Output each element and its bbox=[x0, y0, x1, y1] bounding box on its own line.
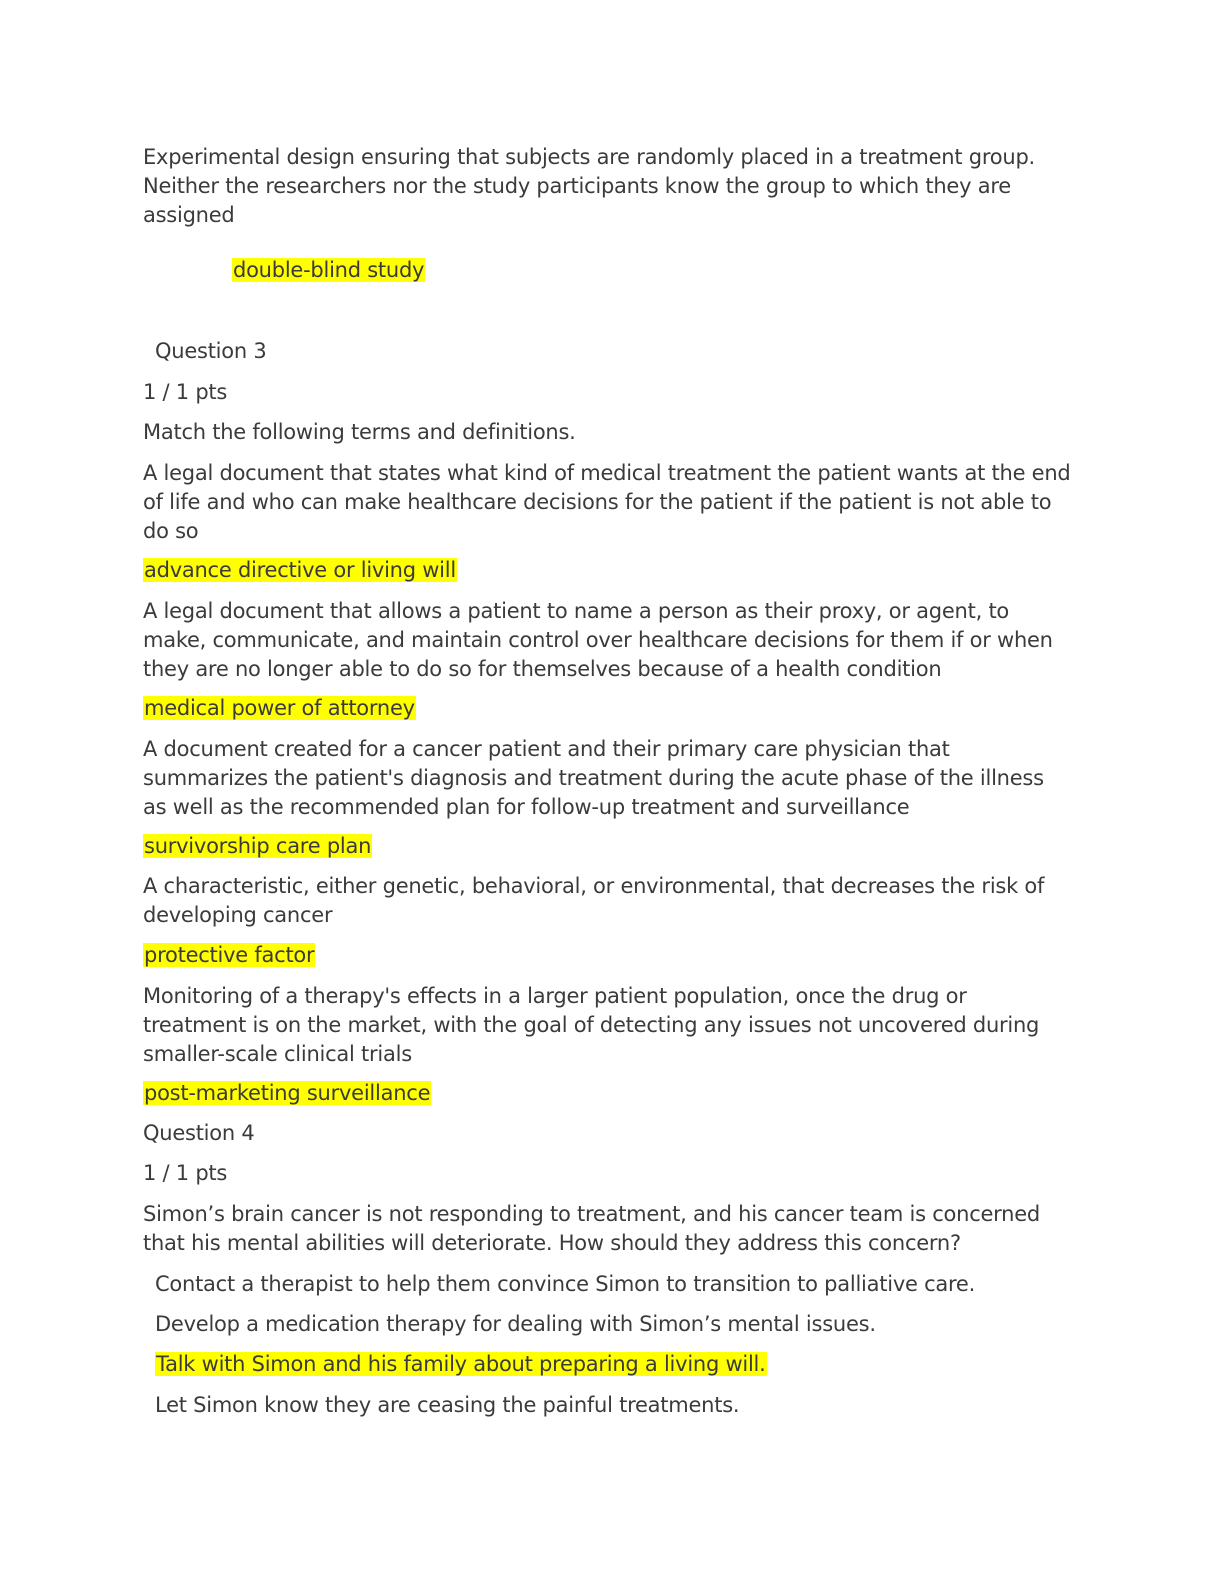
q3-definition-3: A document created for a cancer patient and their primary care physician that summarizes the patient's diagnosis and treatment during the acute phase of the illness as well as the recommended plan for follow-up treatment and surveillance bbox=[143, 737, 1044, 819]
q2-answer-highlight: double-blind study bbox=[233, 258, 425, 282]
q3-answer-5 bbox=[143, 1079, 1073, 1108]
q3-definition-5: Monitoring of a therapy's effects in a larger patient population, once the drug or treatment is on the market, with the goal of detecting any issues not uncovered during smaller-scale clinical trials bbox=[143, 984, 1040, 1066]
q4-title: Question 4 bbox=[143, 1121, 255, 1145]
q3-title: Question 3 bbox=[155, 339, 267, 363]
q4-prompt: Simon’s brain cancer is not responding to treatment, and his cancer team is concerned that his mental abilities will deteriorate. How should they address this concern? bbox=[143, 1202, 1040, 1255]
q3-answer-1 bbox=[143, 556, 1073, 585]
q3-answer-3-highlight: survivorship care plan bbox=[144, 834, 372, 858]
q3-answer-2-highlight: medical power of attorney bbox=[144, 696, 415, 720]
q3-answer-5-highlight: post-marketing surveillance bbox=[144, 1081, 431, 1105]
q3-answer-4 bbox=[143, 941, 1073, 970]
q3-definition-1: A legal document that states what kind of medical treatment the patient wants at the end of life and who can make healthcare decisions for the patient if the patient is not able to do so bbox=[143, 461, 1071, 543]
q4-option-3-highlight: Talk with Simon and his family about preparing a living will. bbox=[156, 1352, 766, 1376]
q2-definition: Experimental design ensuring that subjects are randomly placed in a treatment group. Neither the researchers nor the study participants know the group to which they are assigned bbox=[143, 145, 1035, 227]
q3-prompt: Match the following terms and definitions. bbox=[143, 420, 576, 444]
q4-option-1[interactable]: Contact a therapist to help them convince Simon to transition to palliative care. bbox=[155, 1272, 976, 1296]
q4-option-3[interactable] bbox=[155, 1350, 767, 1379]
q4-option-2[interactable]: Develop a medication therapy for dealing with Simon’s mental issues. bbox=[155, 1312, 876, 1336]
q3-definition-4: A characteristic, either genetic, behavioral, or environmental, that decreases the risk of developing cancer bbox=[143, 874, 1045, 927]
q4-option-4[interactable]: Let Simon know they are ceasing the painful treatments. bbox=[155, 1393, 740, 1417]
q3-answer-2 bbox=[143, 694, 1073, 723]
q3-answer-1-highlight: advance directive or living will bbox=[144, 558, 456, 582]
q3-definition-2: A legal document that allows a patient to name a person as their proxy, or agent, to make, communicate, and maintain control over healthcare decisions for them if or when they are no longer able to do so for themselves because of a health condition bbox=[143, 599, 1053, 681]
q3-answer-3 bbox=[143, 832, 1073, 861]
q3-answer-4-highlight: protective factor bbox=[144, 943, 315, 967]
q4-points: 1 / 1 pts bbox=[143, 1161, 228, 1185]
q2-answer bbox=[232, 256, 425, 285]
q3-points: 1 / 1 pts bbox=[143, 380, 228, 404]
